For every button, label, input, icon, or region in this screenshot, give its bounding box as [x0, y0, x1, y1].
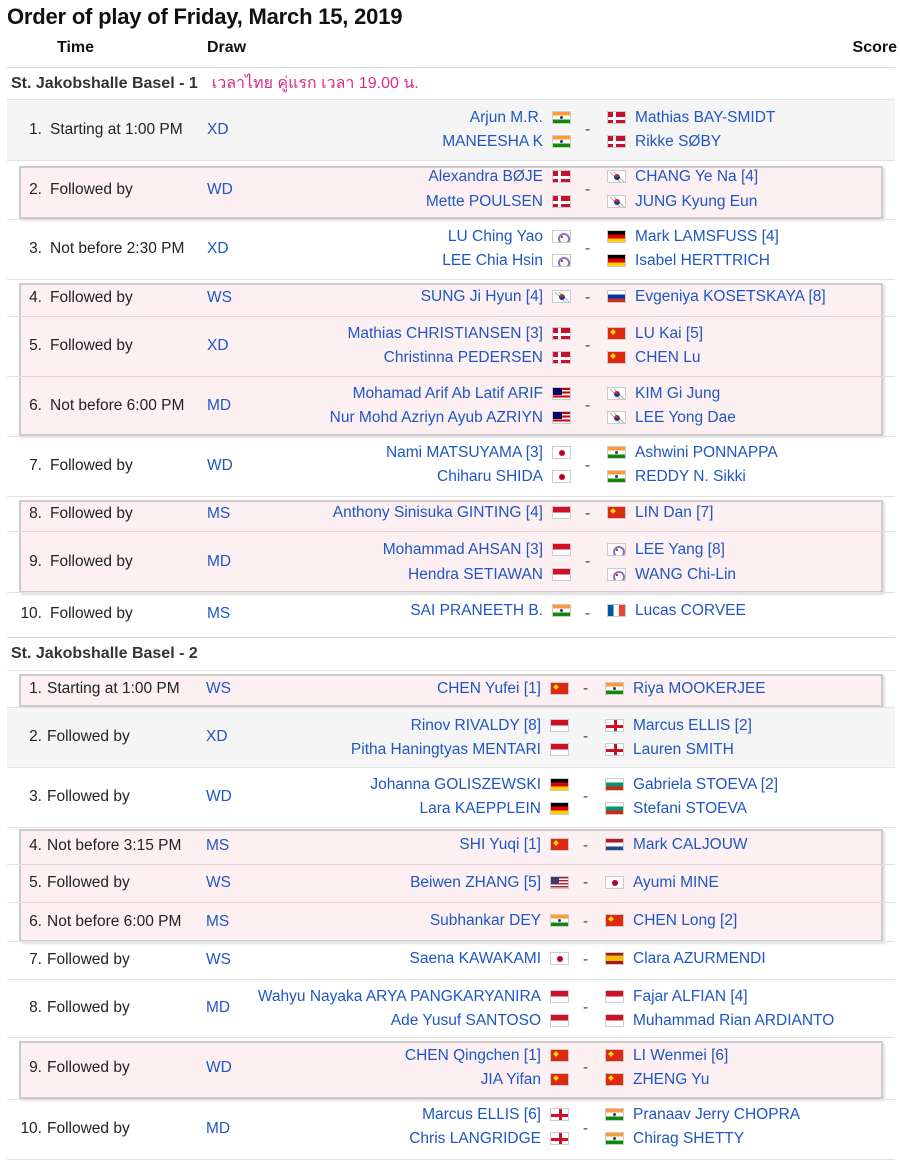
group-divider: [21, 376, 881, 377]
team1-player-link[interactable]: Saena KAWAKAMI: [409, 950, 541, 967]
row-divider: [7, 767, 895, 768]
versus-dash: -: [583, 999, 589, 1016]
team2-player-link[interactable]: Stefani STOEVA: [633, 800, 748, 817]
team2-player-link[interactable]: WANG Chi-Lin: [635, 566, 737, 583]
match-time: Not before 2:30 PM: [50, 240, 185, 257]
flag-en-icon: [605, 743, 624, 756]
team1-player-link[interactable]: Beiwen ZHANG [5]: [410, 874, 541, 891]
team1-player-link[interactable]: Lara KAEPPLEIN: [419, 800, 541, 817]
draw-link[interactable]: MD: [206, 999, 231, 1016]
match-time: Followed by: [47, 951, 130, 968]
row-divider: [7, 279, 895, 280]
flag-kr-icon: [607, 195, 626, 208]
match-number: 8.: [29, 504, 42, 522]
team1-player-link[interactable]: Chris LANGRIDGE: [409, 1130, 541, 1147]
versus-dash: -: [585, 288, 591, 306]
flag-tpe-icon: [607, 568, 626, 581]
draw-link[interactable]: MS: [207, 504, 231, 522]
flag-de-icon: [550, 778, 569, 791]
match-time: Not before 3:15 PM: [47, 836, 182, 854]
flag-in-icon: [605, 1108, 624, 1121]
draw-link[interactable]: MD: [207, 552, 232, 570]
team2-player-link[interactable]: Marcus ELLIS [2]: [633, 717, 752, 734]
team1-player-link[interactable]: SAI PRANEETH B.: [410, 602, 543, 619]
row-divider: [7, 827, 895, 828]
team1-player-link[interactable]: CHEN Yufei [1]: [437, 680, 541, 697]
versus-dash: -: [583, 728, 589, 745]
match-time: Followed by: [47, 874, 130, 891]
row-divider: [7, 670, 895, 671]
team2-player-link[interactable]: CHANG Ye Na [4]: [635, 168, 759, 185]
flag-in-icon: [552, 604, 571, 617]
flag-de-icon: [550, 802, 569, 815]
team2-player-link[interactable]: Clara AZURMENDI: [633, 950, 766, 967]
team2-player-link[interactable]: Gabriela STOEVA [2]: [633, 776, 779, 793]
draw-link[interactable]: WD: [207, 180, 233, 198]
team1-player-link[interactable]: Nami MATSUYAMA [3]: [385, 444, 543, 461]
match-number: 1.: [29, 679, 42, 697]
team1-player-link[interactable]: LEE Chia Hsin: [442, 252, 543, 269]
row-divider: [7, 219, 895, 220]
versus-dash: -: [585, 552, 591, 570]
flag-ru-icon: [607, 290, 626, 303]
versus-dash: -: [583, 679, 589, 697]
match-time: Followed by: [50, 288, 133, 306]
row-divider: [7, 1159, 895, 1160]
flag-in-icon: [607, 446, 626, 459]
flag-dk-icon: [552, 195, 571, 208]
team2-player-link[interactable]: LU Kai [5]: [635, 325, 704, 342]
court-header: [7, 637, 895, 669]
draw-link[interactable]: WS: [206, 679, 231, 697]
flag-id-icon: [552, 506, 571, 519]
match-time: Followed by: [47, 728, 130, 745]
flag-fr-icon: [607, 604, 626, 617]
team1-player-link[interactable]: CHEN Qingchen [1]: [404, 1047, 541, 1064]
match-number: 8.: [29, 999, 42, 1016]
flag-de-icon: [607, 254, 626, 267]
court-note: เวลาไทย คู่แรก เวลา 19.00 น.: [211, 75, 419, 92]
team2-player-link[interactable]: Ashwini PONNAPPA: [635, 444, 778, 461]
versus-dash: -: [583, 1059, 589, 1076]
match-number: 5.: [29, 337, 42, 354]
flag-id-icon: [550, 990, 569, 1003]
row-divider: [7, 592, 895, 593]
row-divider: [7, 941, 895, 942]
team1-player-link[interactable]: Ade Yusuf SANTOSO: [390, 1012, 541, 1029]
team2-player-link[interactable]: ZHENG Yu: [633, 1071, 710, 1088]
team2-player-link[interactable]: JUNG Kyung Eun: [635, 193, 758, 210]
flag-in-icon: [552, 135, 571, 148]
team1-player-link[interactable]: Hendra SETIAWAN: [408, 566, 543, 583]
versus-dash: -: [585, 504, 591, 522]
match-time: Followed by: [47, 1120, 130, 1137]
draw-column-header: Draw: [207, 39, 247, 56]
team2-player-link[interactable]: CHEN Long [2]: [633, 912, 738, 929]
match-time: Followed by: [47, 788, 130, 805]
versus-dash: -: [585, 397, 591, 414]
flag-cn-icon: [550, 1049, 569, 1062]
match-time: Followed by: [50, 180, 133, 198]
flag-de-icon: [607, 230, 626, 243]
draw-link[interactable]: WS: [206, 874, 231, 891]
team2-player-link[interactable]: LEE Yong Dae: [635, 409, 736, 426]
flag-in-icon: [607, 470, 626, 483]
flag-en-icon: [605, 719, 624, 732]
match-number: 2.: [29, 180, 42, 198]
flag-cn-icon: [550, 1073, 569, 1086]
court-header: [7, 67, 895, 99]
team2-player-link[interactable]: REDDY N. Sikki: [635, 468, 746, 485]
flag-bg-icon: [605, 802, 624, 815]
match-number: 7.: [29, 951, 42, 968]
draw-link[interactable]: MD: [206, 1120, 231, 1137]
match-number: 4.: [29, 288, 42, 306]
team1-player-link[interactable]: SHI Yuqi [1]: [459, 836, 541, 853]
team2-player-link[interactable]: Fajar ALFIAN [4]: [633, 988, 748, 1005]
flag-es-icon: [605, 952, 624, 965]
match-number: 1.: [29, 120, 42, 138]
team2-player-link[interactable]: Rikke SØBY: [635, 133, 722, 150]
court-name: St. Jakobshalle Basel - 1: [11, 75, 198, 92]
match-time: Starting at 1:00 PM: [47, 679, 180, 697]
flag-jp-icon: [550, 952, 569, 965]
team1-player-link[interactable]: Mathias CHRISTIANSEN [3]: [347, 325, 543, 342]
flag-dk-icon: [552, 170, 571, 183]
team1-player-link[interactable]: Anthony Sinisuka GINTING [4]: [332, 504, 543, 521]
draw-link[interactable]: MD: [207, 397, 232, 414]
flag-cn-icon: [605, 1073, 624, 1086]
draw-link[interactable]: XD: [207, 337, 229, 354]
versus-dash: -: [585, 180, 591, 198]
team2-player-link[interactable]: CHEN Lu: [635, 349, 701, 366]
team2-player-link[interactable]: Ayumi MINE: [633, 874, 719, 891]
row-divider: [7, 160, 895, 161]
team1-player-link[interactable]: Subhankar DEY: [429, 912, 541, 929]
team1-player-link[interactable]: Rinov RIVALDY [8]: [410, 717, 541, 734]
team2-player-link[interactable]: Chirag SHETTY: [633, 1130, 745, 1147]
versus-dash: -: [585, 120, 591, 138]
page-title: Order of play of Friday, March 15, 2019: [7, 4, 403, 29]
flag-jp-icon: [552, 446, 571, 459]
flag-tpe-icon: [552, 230, 571, 243]
flag-id-icon: [552, 543, 571, 556]
match-number: 6.: [29, 397, 42, 414]
team1-player-link[interactable]: SUNG Ji Hyun [4]: [420, 288, 543, 305]
team2-player-link[interactable]: KIM Gi Jung: [635, 385, 721, 402]
draw-link[interactable]: XD: [207, 120, 229, 138]
flag-tpe-icon: [552, 254, 571, 267]
row-divider: [7, 496, 895, 497]
flag-in-icon: [605, 682, 624, 695]
flag-in-icon: [605, 1132, 624, 1145]
flag-id-icon: [552, 568, 571, 581]
versus-dash: -: [583, 1120, 589, 1137]
match-time: Starting at 1:00 PM: [50, 120, 183, 138]
draw-link[interactable]: MS: [206, 912, 230, 930]
versus-dash: -: [583, 951, 589, 968]
flag-tpe-icon: [607, 543, 626, 556]
team1-player-link[interactable]: Mohamad Arif Ab Latif ARIF: [352, 385, 543, 402]
team1-player-link[interactable]: Nur Mohd Azriyn Ayub AZRIYN: [329, 409, 543, 426]
team2-player-link[interactable]: Mark CALJOUW: [633, 836, 748, 853]
group-divider: [21, 316, 881, 317]
match-number: 7.: [29, 457, 42, 474]
flag-us-icon: [550, 876, 569, 889]
flag-cn-icon: [550, 838, 569, 851]
flag-en-icon: [550, 1108, 569, 1121]
flag-nl-icon: [605, 838, 624, 851]
time-column-header: Time: [57, 39, 95, 56]
row-divider: [7, 1037, 895, 1038]
team1-player-link[interactable]: Christinna PEDERSEN: [383, 349, 543, 366]
match-time: Followed by: [50, 504, 133, 522]
flag-my-icon: [552, 411, 571, 424]
flag-cn-icon: [607, 351, 626, 364]
versus-dash: -: [585, 604, 591, 622]
flag-id-icon: [550, 719, 569, 732]
team1-player-link[interactable]: Mohammad AHSAN [3]: [382, 541, 543, 558]
match-number: 3.: [29, 788, 42, 805]
flag-dk-icon: [552, 351, 571, 364]
team2-player-link[interactable]: Mark LAMSFUSS [4]: [635, 228, 779, 245]
flag-cn-icon: [607, 506, 626, 519]
flag-bg-icon: [605, 778, 624, 791]
team1-player-link[interactable]: Johanna GOLISZEWSKI: [370, 776, 541, 793]
flag-id-icon: [605, 990, 624, 1003]
match-time: Followed by: [50, 604, 133, 622]
flag-cn-icon: [605, 1049, 624, 1062]
team2-player-link[interactable]: LIN Dan [7]: [635, 504, 714, 521]
draw-link[interactable]: WS: [207, 288, 232, 306]
flag-dk-icon: [607, 111, 626, 124]
match-number: 10.: [20, 1120, 42, 1137]
match-time: Followed by: [47, 999, 130, 1016]
team1-player-link[interactable]: LU Ching Yao: [447, 228, 543, 245]
team2-player-link[interactable]: Evgeniya KOSETSKAYA [8]: [635, 288, 826, 305]
match-number: 9.: [29, 1059, 42, 1076]
team2-player-link[interactable]: Lucas CORVEE: [635, 602, 746, 619]
team2-player-link[interactable]: Muhammad Rian ARDIANTO: [633, 1012, 835, 1029]
draw-link[interactable]: WD: [206, 788, 232, 805]
flag-kr-icon: [552, 290, 571, 303]
flag-en-icon: [550, 1132, 569, 1145]
group-divider: [21, 902, 881, 903]
row-divider: [7, 436, 895, 437]
group-divider: [21, 864, 881, 865]
match-number: 10.: [20, 604, 42, 622]
team1-player-link[interactable]: JIA Yifan: [480, 1071, 541, 1088]
match-time: Followed by: [50, 337, 133, 354]
match-number: 4.: [29, 836, 42, 854]
versus-dash: -: [583, 874, 589, 891]
court-name: St. Jakobshalle Basel - 2: [11, 645, 198, 662]
flag-cn-icon: [550, 682, 569, 695]
team1-player-link[interactable]: Arjun M.R.: [469, 109, 543, 126]
match-time: Followed by: [50, 457, 133, 474]
flag-dk-icon: [552, 327, 571, 340]
team2-player-link[interactable]: Lauren SMITH: [633, 741, 734, 758]
flag-id-icon: [550, 743, 569, 756]
versus-dash: -: [585, 337, 591, 354]
team1-player-link[interactable]: Wahyu Nayaka ARYA PANGKARYANIRA: [257, 988, 541, 1005]
match-number: 3.: [29, 240, 42, 257]
flag-jp-icon: [605, 876, 624, 889]
group-divider: [21, 531, 881, 532]
team2-player-link[interactable]: Riya MOOKERJEE: [633, 680, 766, 697]
flag-id-icon: [550, 1014, 569, 1027]
team2-player-link[interactable]: Pranaav Jerry CHOPRA: [633, 1106, 801, 1123]
match-number: 5.: [29, 874, 42, 891]
team2-player-link[interactable]: Mathias BAY-SMIDT: [635, 109, 776, 126]
draw-link[interactable]: WD: [207, 457, 233, 474]
draw-link[interactable]: MS: [207, 604, 231, 622]
score-column-header: Score: [852, 39, 897, 56]
match-time: Followed by: [47, 1059, 130, 1076]
flag-kr-icon: [607, 170, 626, 183]
flag-in-icon: [552, 111, 571, 124]
draw-link[interactable]: WD: [206, 1059, 232, 1076]
draw-link[interactable]: WS: [206, 951, 231, 968]
match-number: 6.: [29, 912, 42, 930]
draw-link[interactable]: XD: [206, 728, 228, 745]
versus-dash: -: [583, 788, 589, 805]
flag-dk-icon: [607, 135, 626, 148]
match-time: Followed by: [50, 552, 133, 570]
match-time: Not before 6:00 PM: [50, 397, 185, 414]
team2-player-link[interactable]: LI Wenmei [6]: [633, 1047, 729, 1064]
versus-dash: -: [583, 912, 589, 930]
team1-player-link[interactable]: Mette POULSEN: [425, 193, 543, 210]
versus-dash: -: [585, 240, 591, 257]
flag-cn-icon: [607, 327, 626, 340]
draw-link[interactable]: XD: [207, 240, 229, 257]
team1-player-link[interactable]: Pitha Haningtyas MENTARI: [350, 741, 541, 758]
versus-dash: -: [583, 836, 589, 854]
row-divider: [7, 1099, 895, 1100]
row-divider: [7, 979, 895, 980]
match-number: 2.: [29, 728, 42, 745]
flag-kr-icon: [607, 387, 626, 400]
team1-player-link[interactable]: Chiharu SHIDA: [437, 468, 543, 485]
team1-player-link[interactable]: Marcus ELLIS [6]: [422, 1106, 541, 1123]
flag-my-icon: [552, 387, 571, 400]
flag-in-icon: [550, 914, 569, 927]
flag-cn-icon: [605, 914, 624, 927]
match-number: 9.: [29, 552, 42, 570]
draw-link[interactable]: MS: [206, 836, 230, 854]
flag-jp-icon: [552, 470, 571, 483]
versus-dash: -: [585, 457, 591, 474]
flag-id-icon: [605, 1014, 624, 1027]
match-time: Not before 6:00 PM: [47, 912, 182, 930]
team1-player-link[interactable]: MANEESHA K: [442, 133, 543, 150]
team2-player-link[interactable]: Isabel HERTTRICH: [635, 252, 770, 269]
team2-player-link[interactable]: LEE Yang [8]: [635, 541, 725, 558]
team1-player-link[interactable]: Alexandra BØJE: [428, 168, 543, 185]
flag-kr-icon: [607, 411, 626, 424]
